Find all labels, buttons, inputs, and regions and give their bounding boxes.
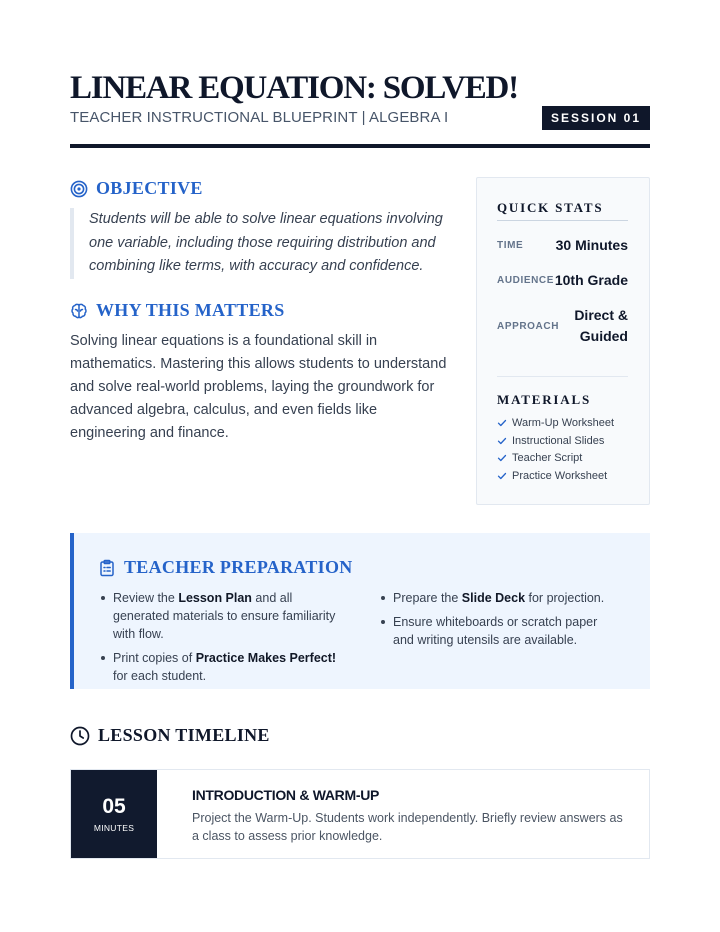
why-heading (70, 300, 285, 321)
list-item (100, 649, 340, 685)
list-item (497, 467, 614, 485)
objective-heading-label: OBJECTIVE (96, 178, 203, 198)
timeline-heading-label: LESSON TIMELINE (98, 725, 270, 745)
preparation-column-right (380, 589, 620, 655)
objective-heading (70, 178, 203, 199)
clipboard-icon (98, 559, 116, 577)
check-icon (497, 471, 507, 481)
list-item (380, 613, 620, 649)
timeline-item-title: INTRODUCTION & WARM-UP (192, 787, 380, 803)
list-item (497, 432, 614, 450)
duration-unit: MINUTES (93, 823, 135, 833)
page-subtitle: TEACHER INSTRUCTIONAL BLUEPRINT | ALGEBRA I (70, 109, 449, 126)
why-text: Solving linear equations is a foundational skill in mathematics. Mastering this allows students to understand and solve real-world problems, laying the groundwork for advanced algebra, calculus, and even fields like engineering and finance. (70, 333, 447, 441)
timeline-duration (71, 770, 157, 858)
timeline-item (70, 769, 650, 859)
timeline-heading (70, 725, 270, 746)
list-item (497, 414, 614, 432)
page-title: LINEAR EQUATION: SOLVED! (70, 70, 518, 106)
header-divider (70, 144, 650, 148)
brain-icon (70, 302, 88, 320)
preparation-heading-label: TEACHER PREPARATION (124, 557, 353, 577)
stat-label: TIME (497, 239, 524, 251)
session-badge: SESSION 01 (542, 106, 650, 130)
prep-text: Review the (113, 591, 179, 605)
stat-value: 30 Minutes (555, 236, 628, 253)
stat-value-line: Guided (579, 328, 628, 344)
prep-emphasis: Practice Makes Perfect! (195, 651, 337, 665)
preparation-heading (98, 557, 353, 578)
objective-text: Students will be able to solve linear equations involving one variable, including those requiring distribution and combining like terms, with accuracy and confidence. (70, 208, 445, 279)
clock-icon (70, 726, 90, 746)
stat-row-time (497, 234, 628, 256)
stat-row-approach (497, 305, 628, 347)
stat-label: APPROACH (497, 320, 560, 332)
prep-emphasis: Slide Deck (461, 591, 526, 605)
target-icon (70, 180, 88, 198)
why-heading-label: WHY THIS MATTERS (96, 300, 285, 320)
prep-text: for projection. (525, 591, 605, 605)
list-item (497, 449, 614, 467)
material-label: Teacher Script (512, 452, 583, 465)
materials-heading: MATERIALS (497, 392, 591, 407)
check-icon (497, 453, 507, 463)
prep-emphasis: Lesson Plan (178, 591, 252, 605)
teacher-preparation-box (70, 533, 650, 689)
check-icon (497, 436, 507, 446)
duration-value: 05 (102, 795, 126, 818)
prep-text: Print copies of (113, 651, 196, 665)
list-item (100, 589, 340, 643)
quick-stats-heading: QUICK STATS (497, 200, 604, 215)
stat-row-audience (497, 269, 628, 291)
stat-label: AUDIENCE (497, 274, 555, 286)
material-label: Warm-Up Worksheet (512, 416, 615, 429)
stat-value-line: Direct & (574, 307, 628, 323)
preparation-column-left (100, 589, 340, 691)
material-label: Instructional Slides (512, 434, 605, 447)
stat-value (574, 305, 628, 347)
materials-divider (497, 376, 628, 377)
prep-text: and all generated materials to ensure familiarity with flow. (113, 591, 336, 641)
list-item (380, 589, 620, 607)
prep-text: Prepare the (393, 591, 462, 605)
prep-text: Ensure whiteboards or scratch paper and writing utensils are available. (393, 615, 598, 647)
check-icon (497, 418, 507, 428)
prep-text: for each student. (113, 669, 207, 683)
lesson-plan-page (70, 0, 650, 932)
materials-list (497, 414, 614, 485)
quick-stats-divider (497, 220, 628, 221)
stat-value: 10th Grade (554, 271, 628, 288)
material-label: Practice Worksheet (512, 469, 608, 482)
timeline-item-description: Project the Warm-Up. Students work independently. Briefly review answers as a class to assess prior knowledge. (192, 811, 623, 843)
